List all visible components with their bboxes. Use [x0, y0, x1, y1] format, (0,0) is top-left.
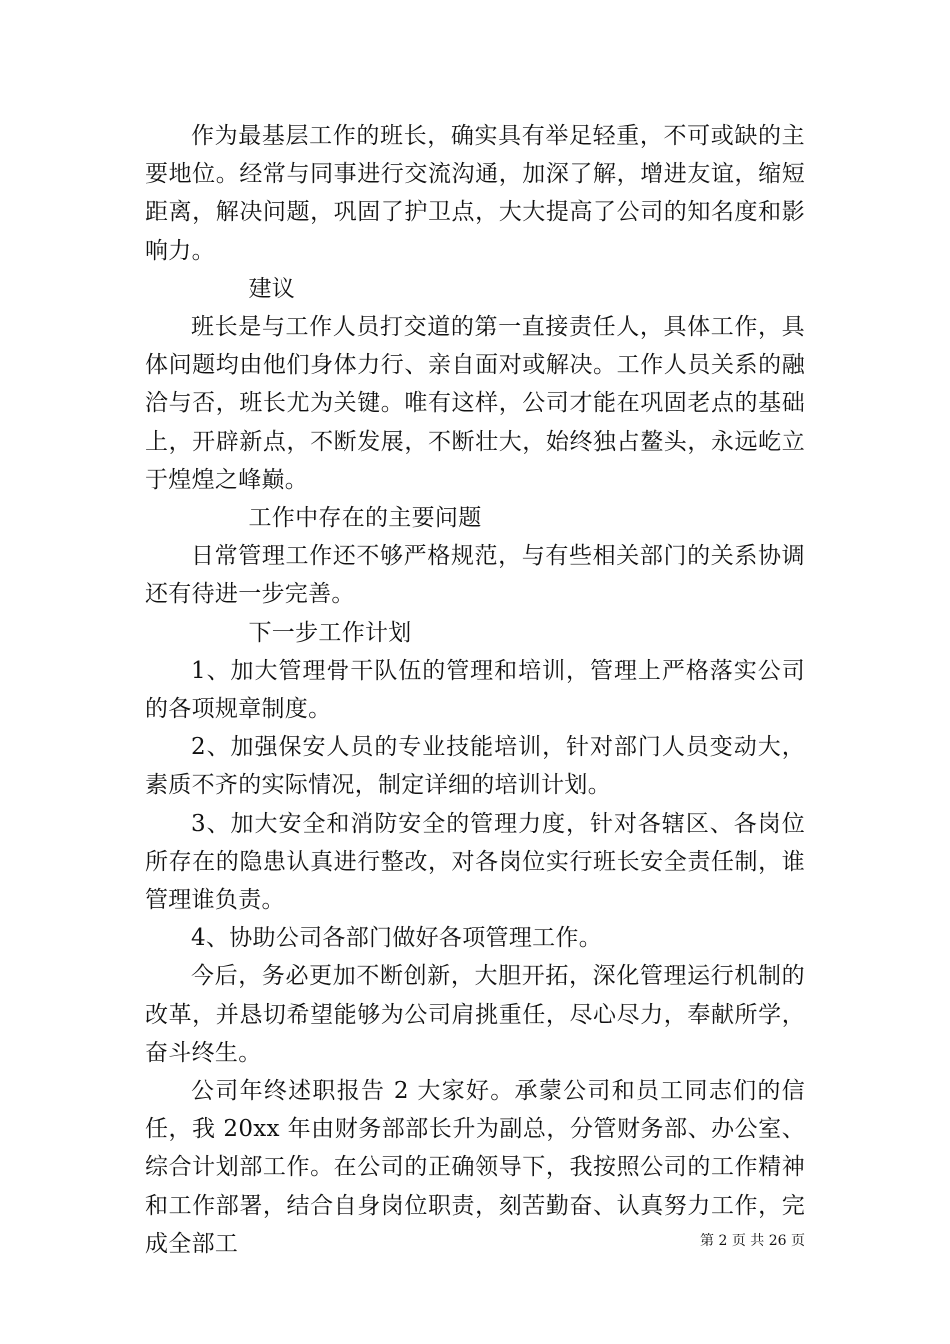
- list-item: 3、加大安全和消防安全的管理力度，针对各辖区、各岗位所存在的隐患认真进行整改，对各岗位实行班长安全责任制，谁管理谁负责。: [145, 810, 805, 914]
- section-heading: 工作中存在的主要问题: [248, 505, 482, 532]
- footer-total-pages: 26: [768, 1233, 787, 1249]
- list-item: 1、加大管理骨干队伍的管理和培训，管理上严格落实公司的各项规章制度。: [145, 657, 805, 723]
- section-heading: 下一步工作计划: [248, 619, 412, 646]
- paragraph: 今后，务必更加不断创新，大胆开拓，深化管理运行机制的改革，并恳切希望能够为公司肩挑重任，尽心尽力，奉献所学，奋斗终生。: [145, 963, 805, 1066]
- footer-prefix: 第: [699, 1233, 714, 1249]
- footer-suffix: 页: [791, 1233, 805, 1249]
- footer-current-page: 2: [718, 1233, 728, 1249]
- list-item: 2、加强保安人员的专业技能培训，针对部门人员变动大，素质不齐的实际情况，制定详细的培训计划。: [145, 734, 805, 799]
- paragraph: 公司年终述职报告 2 大家好。承蒙公司和员工同志们的信任，我 20xx 年由财务部部长升为副总，分管财务部、办公室、综合计划部工作。在公司的正确领导下，我按照公司的工作精神和工作部署，结合自身岗位职责，刻苦勤奋、认真努力工作，完成全部工: [145, 1078, 805, 1257]
- paragraph: 日常管理工作还不够严格规范，与有些相关部门的关系协调还有待进一步完善。: [145, 543, 805, 608]
- document-body: [145, 117, 805, 1263]
- paragraph: 作为最基层工作的班长，确实具有举足轻重，不可或缺的主要地位。经常与同事进行交流沟通，加深了解，增进友谊，缩短距离，解决问题，巩固了护卫点，大大提高了公司的知名度和影响力。: [145, 123, 805, 264]
- footer-middle: 页 共: [731, 1233, 765, 1249]
- page-number-footer: [700, 1230, 805, 1250]
- paragraph: 班长是与工作人员打交道的第一直接责任人，具体工作，具体问题均由他们身体力行、亲自面对或解决。工作人员关系的融洽与否，班长尤为关键。唯有这样，公司才能在巩固老点的基础上，开辟新点，不断发展，不断壮大，始终独占鳌头，永远屹立于煌煌之峰巅。: [145, 314, 805, 493]
- list-item: 4、协助公司各部门做好各项管理工作。: [191, 925, 603, 952]
- section-heading: 建议: [248, 275, 296, 302]
